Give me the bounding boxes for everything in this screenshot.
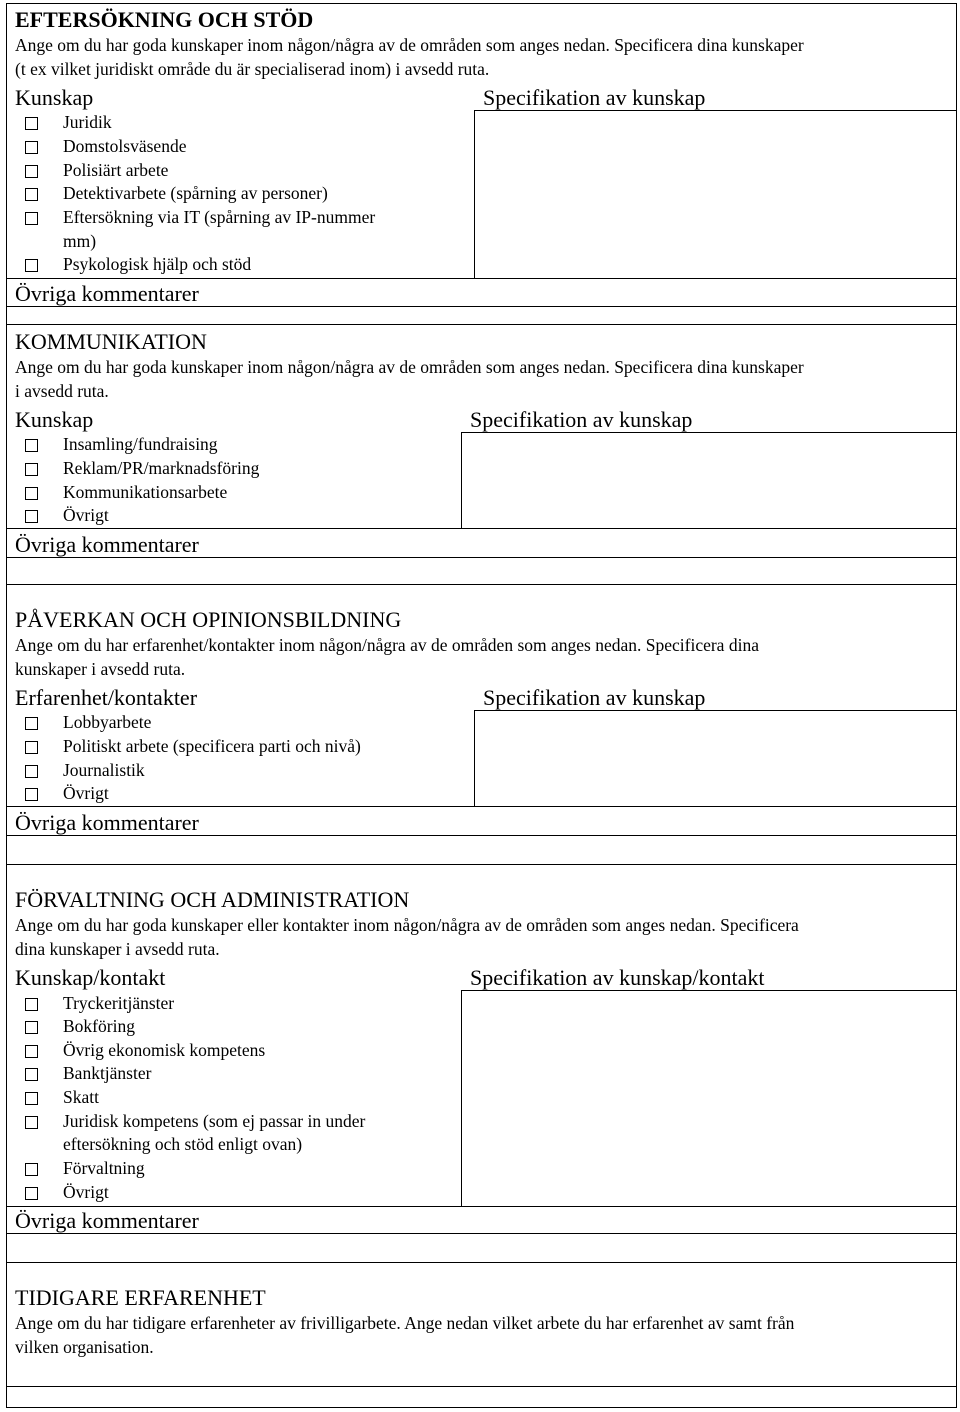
checkbox-ovrigt[interactable]	[25, 510, 38, 523]
checkbox-label: Journalistik	[63, 760, 145, 780]
checkbox-label-continued: mm)	[63, 231, 97, 251]
table-line	[6, 1262, 957, 1263]
right-column-header: Specifikation av kunskap	[470, 407, 693, 432]
comments-input[interactable]	[7, 558, 956, 583]
left-column-header: Erfarenhet/kontakter	[15, 685, 198, 710]
checkbox-forvaltning[interactable]	[25, 1163, 38, 1176]
comments-input[interactable]	[7, 1234, 956, 1261]
checkbox-label: Övrigt	[63, 783, 109, 803]
table-border-bottom	[6, 1407, 957, 1408]
comments-label: Övriga kommentarer	[15, 1208, 199, 1233]
checkbox-label: Domstolsväsende	[63, 136, 187, 156]
checkbox-psykologisk-hjalp[interactable]	[25, 259, 38, 272]
comments-label: Övriga kommentarer	[15, 532, 199, 557]
section-title: KOMMUNIKATION	[15, 329, 207, 354]
table-line	[6, 324, 957, 325]
section-intro-line-1: Ange om du har goda kunskaper inom någon/några av de områden som anges nedan. Specificera dina kunskaper	[15, 35, 804, 55]
checkbox-journalistik[interactable]	[25, 765, 38, 778]
checkbox-ovrigt[interactable]	[25, 1187, 38, 1200]
checkbox-ovrigt[interactable]	[25, 788, 38, 801]
comments-label: Övriga kommentarer	[15, 810, 199, 835]
checkbox-label: Skatt	[63, 1087, 99, 1107]
left-column-header: Kunskap	[15, 85, 94, 110]
checkbox-label: Övrig ekonomisk kompetens	[63, 1040, 266, 1060]
table-line	[461, 990, 957, 991]
checkbox-label: Tryckeritjänster	[63, 993, 175, 1013]
section-intro-line-1: Ange om du har erfarenhet/kontakter inom någon/några av de områden som anges nedan. Specificera dina	[15, 635, 759, 655]
table-line	[474, 710, 475, 806]
checkbox-label: Övrigt	[63, 1182, 109, 1202]
left-column-header: Kunskap/kontakt	[15, 965, 166, 990]
table-line	[6, 557, 957, 558]
checkbox-label: Övrigt	[63, 505, 109, 525]
checkbox-politiskt-arbete[interactable]	[25, 741, 38, 754]
table-line	[6, 1206, 957, 1207]
table-line	[461, 990, 462, 1206]
checkbox-detektivarbete[interactable]	[25, 188, 38, 201]
left-column-header: Kunskap	[15, 407, 94, 432]
table-line	[474, 110, 957, 111]
checkbox-label: Lobbyarbete	[63, 712, 152, 732]
table-line	[6, 835, 957, 836]
checkbox-tryckeritjanster[interactable]	[25, 998, 38, 1011]
specification-input[interactable]	[474, 111, 956, 277]
table-line	[6, 306, 957, 307]
checkbox-insamling[interactable]	[25, 439, 38, 452]
checkbox-banktjanster[interactable]	[25, 1068, 38, 1081]
table-line	[6, 806, 957, 807]
table-line	[461, 432, 957, 433]
checkbox-label: Banktjänster	[63, 1063, 152, 1083]
section-intro-line-1: Ange om du har goda kunskaper eller kontakter inom någon/några av de områden som anges nedan. Specificera	[15, 915, 799, 935]
checkbox-skatt[interactable]	[25, 1092, 38, 1105]
table-border-top	[6, 3, 957, 4]
section-intro-line-1: Ange om du har tidigare erfarenheter av frivilligarbete. Ange nedan vilket arbete du har erfarenhet av samt från	[15, 1313, 795, 1333]
checkbox-polisiart-arbete[interactable]	[25, 165, 38, 178]
section-title: FÖRVALTNING OCH ADMINISTRATION	[15, 887, 410, 912]
right-column-header: Specifikation av kunskap	[483, 85, 706, 110]
right-column-header: Specifikation av kunskap	[483, 685, 706, 710]
table-border-left	[6, 3, 7, 1408]
table-line	[6, 1386, 957, 1387]
section-title: PÅVERKAN OCH OPINIONSBILDNING	[15, 607, 402, 632]
section-intro-line-1: Ange om du har goda kunskaper inom någon/några av de områden som anges nedan. Specificera dina kunskaper	[15, 357, 804, 377]
section-intro-line-2: dina kunskaper i avsedd ruta.	[15, 939, 220, 959]
checkbox-reklam[interactable]	[25, 463, 38, 476]
checkbox-juridisk-kompetens[interactable]	[25, 1116, 38, 1129]
table-line	[474, 110, 475, 278]
checkbox-label: Insamling/fundraising	[63, 434, 218, 454]
comments-label: Övriga kommentarer	[15, 281, 199, 306]
checkbox-label-continued: eftersökning och stöd enligt ovan)	[63, 1134, 303, 1154]
table-line	[6, 528, 957, 529]
section-title: TIDIGARE ERFARENHET	[15, 1285, 266, 1310]
section-title: EFTERSÖKNING OCH STÖD	[15, 7, 314, 32]
table-line	[6, 1233, 957, 1234]
table-line	[474, 710, 957, 711]
checkbox-label: Psykologisk hjälp och stöd	[63, 254, 252, 274]
checkbox-label: Juridik	[63, 112, 112, 132]
specification-input[interactable]	[461, 433, 956, 527]
section-intro-line-2: i avsedd ruta.	[15, 381, 109, 401]
table-line	[6, 864, 957, 865]
right-column-header: Specifikation av kunskap/kontakt	[470, 965, 765, 990]
comments-input[interactable]	[7, 836, 956, 863]
comments-input[interactable]	[7, 307, 956, 323]
section-intro-line-2: (t ex vilket juridiskt område du är specialiserad inom) i avsedd ruta.	[15, 59, 490, 79]
checkbox-label: Politiskt arbete (specificera parti och nivå)	[63, 736, 361, 756]
section-intro-line-2: vilken organisation.	[15, 1337, 154, 1357]
table-line	[461, 432, 462, 528]
checkbox-lobbyarbete[interactable]	[25, 717, 38, 730]
specification-input[interactable]	[474, 711, 956, 805]
checkbox-eftersokning-it[interactable]	[25, 212, 38, 225]
checkbox-label: Kommunikationsarbete	[63, 482, 228, 502]
checkbox-label: Juridisk kompetens (som ej passar in under	[63, 1111, 366, 1131]
specification-input[interactable]	[461, 991, 956, 1205]
experience-input[interactable]	[7, 1387, 956, 1407]
section-intro-line-2: kunskaper i avsedd ruta.	[15, 659, 186, 679]
checkbox-bokforing[interactable]	[25, 1021, 38, 1034]
checkbox-label: Bokföring	[63, 1016, 135, 1036]
checkbox-domstolsvasende[interactable]	[25, 141, 38, 154]
checkbox-label: Reklam/PR/marknadsföring	[63, 458, 260, 478]
table-line	[6, 584, 957, 585]
checkbox-kommunikationsarbete[interactable]	[25, 487, 38, 500]
checkbox-label: Polisiärt arbete	[63, 160, 169, 180]
table-border-right	[956, 3, 957, 1408]
checkbox-label: Förvaltning	[63, 1158, 145, 1178]
checkbox-label: Eftersökning via IT (spårning av IP-nummer	[63, 207, 376, 227]
checkbox-ovrig-ekonomisk[interactable]	[25, 1045, 38, 1058]
table-line	[6, 278, 957, 279]
checkbox-label: Detektivarbete (spårning av personer)	[63, 183, 328, 203]
checkbox-juridik[interactable]	[25, 117, 38, 130]
